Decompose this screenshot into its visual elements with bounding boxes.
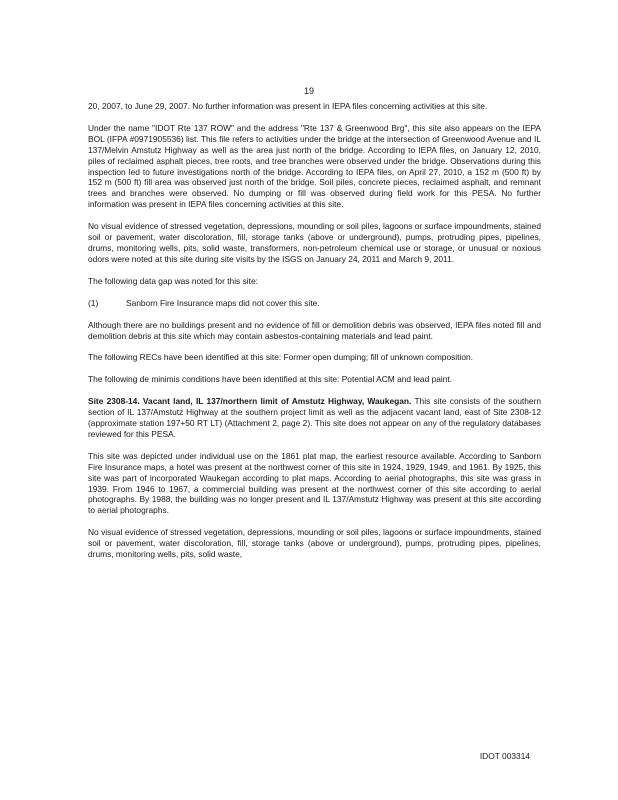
bates-number: IDOT 003314 — [479, 751, 530, 761]
data-gap-item — [88, 298, 541, 309]
paragraph: Although there are no buildings present and no evidence of fill or demolition debris was observed, IEPA files noted fill and demolition debris at this site which may contain asbestos-containing materials and lead paint. — [88, 319, 541, 341]
paragraph: The following RECs have been identified at this site: Former open dumping; fill of unknown composition. — [88, 352, 473, 363]
paragraph: Under the name "IDOT Rte 137 ROW" and the address "Rte 137 & Greenwood Brg", this site also appears on the IEPA BOL (IFPA #0971905536) list. This file refers to activities under the bridge at the intersection of Greenwood Avenue and IL 137/Melvin Amstutz Highway as well as the area just north of the bridge. According to IEPA files, on January 12, 2010, piles of reclaimed asphalt pieces, tree roots, and tree branches were observed under the bridge. Observations during this inspection led to future investigations north of the bridge. According to IEPA files, on April 27, 2010, a 152 m (500 ft) by 152 m (500 ft) fill area was observed just north of the bridge. Soil piles, concrete pieces, reclaimed asphalt, and remnant trees and branches were observed. No dumping or fill was observed during field work for this PESA. No further information was present in IEPA files concerning activities at this site. — [88, 122, 541, 210]
site-description: This site consists of the southern section of IL 137/Amstutz Highway at the southern project limit as well as the adjacent vacant land, east of Site 2308-12 (approximate station 197+50 RT LT) (Attachment 2, page 2). This site does not appear on any of the regulatory databases reviewed for this PESA. — [88, 396, 541, 439]
paragraph: The following data gap was noted for this site: — [88, 275, 258, 286]
list-item-text: Sanborn Fire Insurance maps did not cover this site. — [126, 297, 320, 308]
paragraph: The following de minimis conditions have been identified at this site: Potential ACM and lead paint. — [88, 374, 453, 385]
list-item-number: (1) — [88, 297, 99, 308]
paragraph: This site was depicted under individual use on the 1861 plat map, the earliest resource available. According to Sanborn Fire Insurance maps, a hotel was present at the northwest corner of this site in 1924, 1929, 1949, and 1961. By 1925, this site was part of incorporated Waukegan according to plat maps. According to aerial photographs, this site was grass in 1939. From 1946 to 1967, a commercial building was present at the northwest corner of this site according to aerial photographs. By 1988, the building was no longer present and IL 137/Amstutz Highway was present at this site according to aerial photographs. — [88, 450, 541, 516]
paragraph: No visual evidence of stressed vegetation, depressions, mounding or soil piles, lagoons or surface impoundments, stained soil or pavement, water discoloration, fill, storage tanks (above or underground), pumps, protruding pipes, pipelines, drums, monitoring wells, pits, solid waste, — [88, 527, 541, 560]
site-heading: Site 2308-14. Vacant land, IL 137/northern limit of Amstutz Highway, Waukegan. — [88, 396, 412, 407]
site-paragraph — [88, 396, 541, 440]
paragraph: No visual evidence of stressed vegetation, depressions, mounding or soil piles, lagoons or surface impoundments, stained soil or pavement, water discoloration, fill, storage tanks (above or underground), pumps, protruding pipes, pipelines, drums, monitoring wells, pits, solid waste, transformers, non-petroleum chemical use or storage, or unusual or noxious odors were noted at this site during site visits by the ISGS on January 24, 2011 and March 9, 2011. — [88, 221, 541, 264]
page-number: 19 — [303, 86, 314, 96]
paragraph: 20, 2007, to June 29, 2007. No further information was present in IEPA files concerning activities at this site. — [88, 101, 488, 111]
document-body — [88, 101, 541, 571]
